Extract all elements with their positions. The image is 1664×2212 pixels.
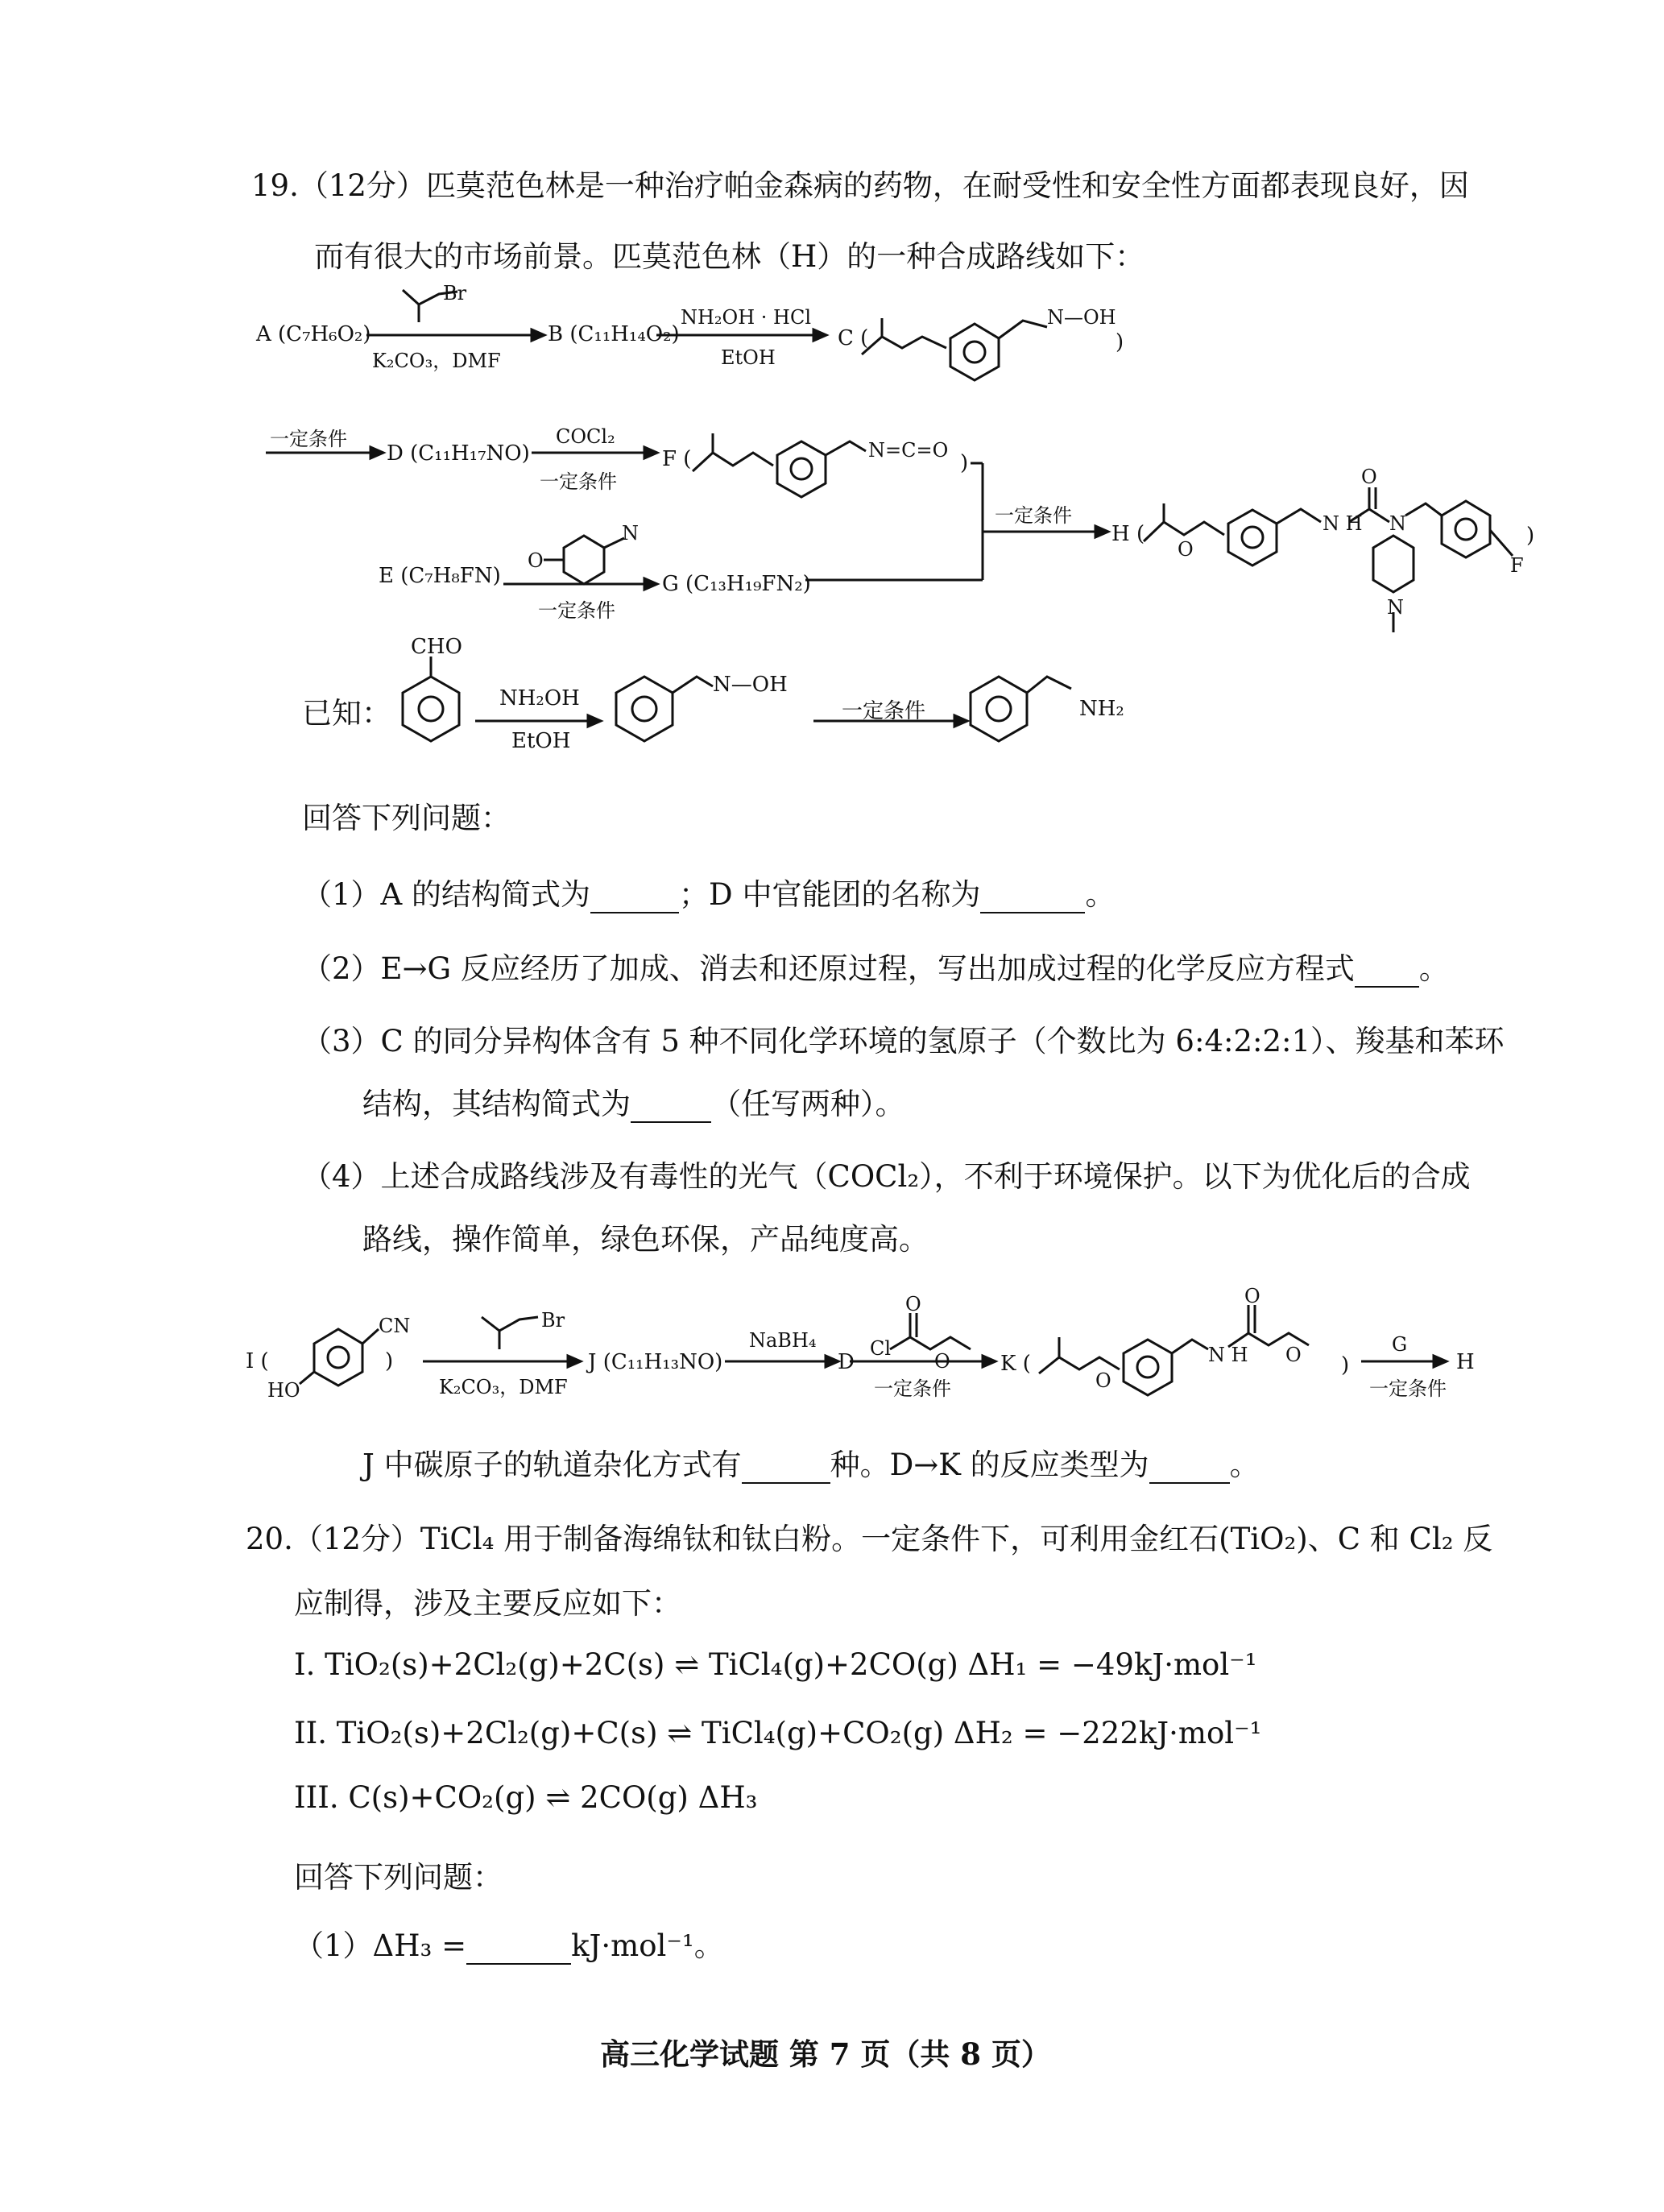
q19-part4-b: 种。D→K 的反应类型为: [830, 1448, 1149, 1482]
q19-part2-a: （2）E→G 反应经历了加成、消去和还原过程，写出加成过程的化学反应方程式: [302, 951, 1355, 986]
H-N: N: [1389, 512, 1406, 535]
q20-part1: [294, 1921, 724, 1965]
q19-part4-line2: 路线，操作简单，绿色环保，产品纯度高。: [362, 1222, 929, 1257]
q20-answer-intro: 回答下列问题：: [294, 1860, 503, 1895]
reagent1-conditions: K₂CO₃，DMF: [372, 350, 501, 372]
answer-blank[interactable]: [631, 1097, 711, 1123]
scheme2-o2: O: [934, 1350, 950, 1373]
q19-part4-line3: [362, 1440, 1260, 1484]
E-O: O: [528, 549, 544, 572]
reagent3-top: COCl₂: [556, 425, 615, 448]
compound-J: J (C₁₁H₁₃NO): [588, 1350, 723, 1374]
compound-C: C (: [838, 326, 869, 350]
E-N: N: [622, 522, 639, 545]
I-close-paren: ): [385, 1349, 394, 1373]
known-cond: 一定条件: [842, 699, 926, 723]
cond-to-D: 一定条件: [270, 428, 347, 450]
scheme2-H: H: [1456, 1350, 1475, 1374]
scheme2-o1: O: [905, 1293, 921, 1315]
K-NH: N H: [1208, 1344, 1248, 1366]
answer-blank[interactable]: [1355, 962, 1419, 988]
q19-part4-a: J 中碳原子的轨道杂化方式有: [362, 1448, 742, 1482]
compound-F: F (: [662, 447, 692, 471]
scheme2-reagent4-bottom: 一定条件: [1369, 1377, 1447, 1400]
answer-blank[interactable]: [1149, 1458, 1230, 1484]
reagent3-bottom: 一定条件: [540, 470, 617, 493]
q19-part3-a: 结构，其结构简式为: [362, 1087, 631, 1121]
q19-part1-c: 。: [1085, 877, 1116, 912]
H-piperidine-N: N: [1387, 596, 1404, 619]
q19-answer-intro: 回答下列问题：: [302, 801, 511, 835]
q19-part2: [302, 944, 1449, 988]
scheme2-G: G: [1392, 1333, 1408, 1356]
H-O: O: [1178, 538, 1194, 561]
reagent1-br: Br: [443, 282, 467, 304]
q19-line1: 19.（12分）匹莫范色林是一种治疗帕金森病的药物，在耐受性和安全性方面都表现良好，因: [251, 168, 1469, 203]
q19-part3-line2: [362, 1079, 905, 1123]
I-HO: HO: [267, 1379, 300, 1402]
compound-E: E (C₇H₈FN): [379, 564, 501, 588]
known-oxime: N—OH: [713, 673, 788, 697]
H-F: F: [1510, 554, 1524, 577]
q19-line2: 而有很大的市场前景。匹莫范色林（H）的一种合成路线如下：: [314, 239, 1145, 274]
q19-part2-b: 。: [1418, 951, 1449, 986]
known-nh2: NH₂: [1079, 697, 1124, 721]
q19-part4-line1: （4）上述合成路线涉及有毒性的光气（COCl₂），不利于环境保护。以下为优化后的合成: [302, 1159, 1471, 1194]
q19-part1-a: （1）A 的结构简式为: [302, 877, 591, 912]
answer-blank[interactable]: [590, 888, 679, 913]
q20-reaction2: II. TiO₂(s)+2Cl₂(g)+C(s) ⇌ TiCl₄(g)+CO₂(g) ΔH₂ = −222kJ·mol⁻¹: [294, 1716, 1262, 1750]
answer-blank[interactable]: [980, 888, 1085, 913]
scheme2-nabh4: NaBH₄: [749, 1329, 817, 1352]
C-oxime: N—OH: [1047, 306, 1116, 329]
q20-reaction3: III. C(s)+CO₂(g) ⇌ 2CO(g) ΔH₃: [294, 1780, 758, 1815]
q19-part4-c: 。: [1229, 1448, 1260, 1482]
known-cho: CHO: [411, 635, 462, 659]
K-close-paren: ): [1341, 1353, 1350, 1377]
compound-I: I (: [246, 1349, 269, 1373]
F-close-paren: ): [960, 451, 969, 475]
K-ester-O: O: [1285, 1344, 1302, 1366]
q19-part1-b: ；D 中官能团的名称为: [679, 877, 981, 912]
scheme2-D: D: [838, 1350, 855, 1374]
reagent2-top: NH₂OH · HCl: [681, 306, 812, 329]
compound-D: D (C₁₁H₁₇NO): [387, 441, 530, 466]
C-close-paren: ): [1116, 330, 1124, 354]
answer-blank[interactable]: [742, 1458, 830, 1484]
scheme2-reagent3-bottom: 一定条件: [874, 1377, 951, 1400]
q19-part3-line1: （3）C 的同分异构体含有 5 种不同化学环境的氢原子（个数比为 6:4:2:2:1）、羧基和苯环: [302, 1024, 1505, 1058]
answer-blank[interactable]: [466, 1939, 571, 1965]
q19-part3-b: （任写两种）。: [711, 1087, 905, 1121]
K-O: O: [1095, 1369, 1111, 1392]
H-close-paren: ): [1526, 524, 1535, 548]
reagent2-bottom: EtOH: [721, 346, 776, 369]
known-reagent-bottom: EtOH: [511, 729, 571, 753]
cond-to-G: 一定条件: [538, 599, 615, 622]
H-NH: N H: [1323, 512, 1363, 535]
cond-to-H: 一定条件: [995, 504, 1072, 527]
compound-B: B (C₁₁H₁₄O₂): [548, 322, 680, 346]
known-reagent-top: NH₂OH: [499, 686, 580, 710]
page-footer: 高三化学试题 第 7 页（共 8 页）: [600, 2036, 1051, 2072]
scheme2-reagent1-bottom: K₂CO₃，DMF: [439, 1376, 568, 1398]
H-carbonyl-O: O: [1361, 466, 1377, 488]
F-isocyanate: N=C=O: [868, 439, 949, 462]
compound-K: K (: [1000, 1352, 1031, 1376]
q20-line2: 应制得，涉及主要反应如下：: [294, 1586, 681, 1621]
scheme2-cl: Cl: [870, 1337, 892, 1360]
compound-H: H (: [1111, 522, 1145, 546]
compound-G: G (C₁₃H₁₉FN₂): [662, 572, 811, 596]
scheme2-br: Br: [541, 1309, 565, 1332]
q20-reaction1: I. TiO₂(s)+2Cl₂(g)+2C(s) ⇌ TiCl₄(g)+2CO(g) ΔH₁ = −49kJ·mol⁻¹: [294, 1647, 1257, 1682]
compound-A: A (C₇H₆O₂): [256, 322, 371, 346]
q20-part1-a: （1）ΔH₃ =: [294, 1928, 467, 1963]
I-CN: CN: [379, 1315, 411, 1337]
known-label: 已知：: [302, 696, 391, 731]
K-carbonyl-O: O: [1244, 1285, 1260, 1307]
q20-line1: 20.（12分）TiCl₄ 用于制备海绵钛和钛白粉。一定条件下，可利用金红石(TiO₂)、C 和 Cl₂ 反: [246, 1522, 1493, 1556]
q19-part1: [302, 870, 1115, 913]
q20-part1-b: kJ·mol⁻¹。: [571, 1928, 724, 1963]
